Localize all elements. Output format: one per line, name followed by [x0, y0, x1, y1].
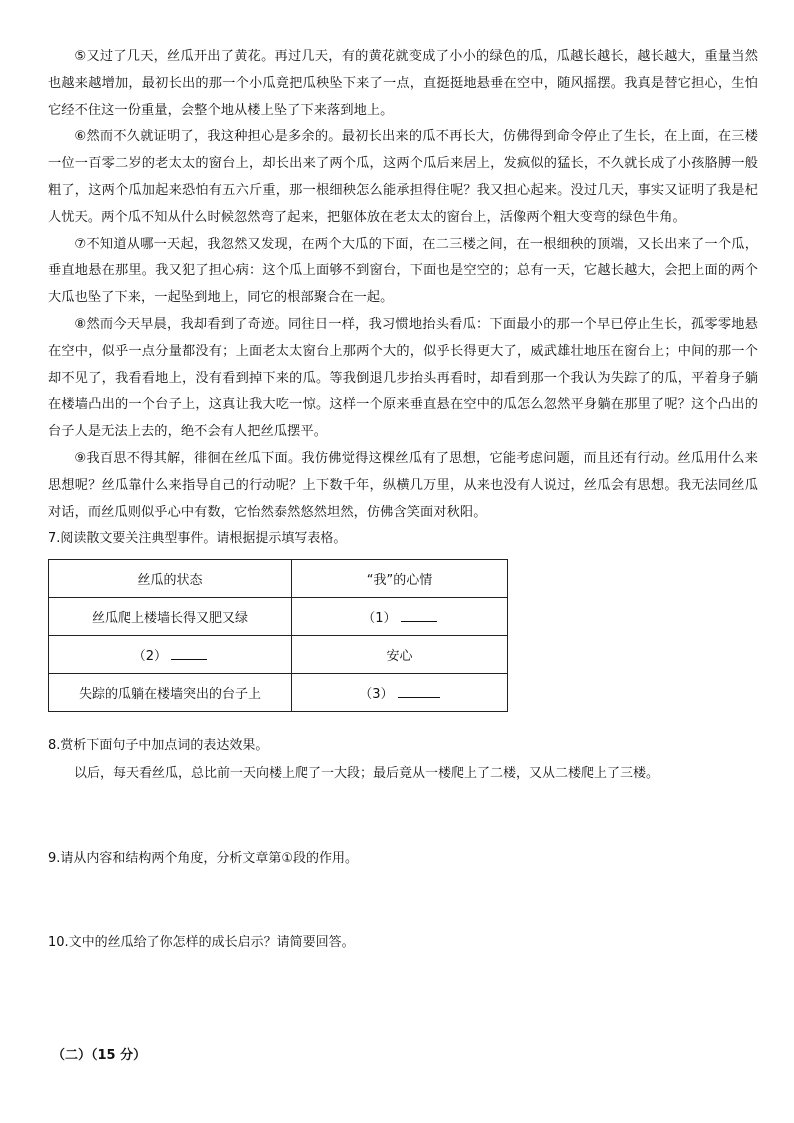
answer-blank[interactable] [171, 647, 207, 660]
question-7-prompt: 7.阅读散文要关注典型事件。请根据提示填写表格。 [48, 531, 347, 547]
table-row [49, 598, 508, 636]
table-cell-answer-1[interactable] [292, 598, 508, 636]
question-7 [48, 527, 758, 712]
passage-paragraph-5: ⑤又过了几天，丝瓜开出了黄花。再过几天，有的黄花就变成了小小的绿色的瓜，瓜越长越长，越长越大，重量当然也越来越增加，最初长出的那一个小瓜竟把瓜秧坠下来了一点，直挺挺地悬垂在空中，随风摇摆。我真是替它担心，生怕它经不住这一份重量，会整个地从楼上坠了下来落到地上。 [48, 49, 758, 118]
passage-paragraph-8: ⑧然而今天早晨，我却看到了奇迹。同往日一样，我习惯地抬头看瓜：下面最小的那一个早已停止生长，孤零零地悬在空中，似乎一点分量都没有；上面老太太窗台上那两个大的，似乎长得更大了，威武雄壮地压在窗台上；中间的那一个却不见了，我看看地上，没有看到掉下来的瓜。等我倒退几步抬头再看时，却看到那一个我认为失踪了的瓜，平着身子躺在楼墙凸出的一个台子上，这真让我大吃一惊。这样一个原来垂直悬在空中的瓜怎么忽然平身躺在那里了呢？这个凸出的台子人是无法上去的，绝不会有人把丝瓜摆平。 [48, 316, 758, 440]
passage-paragraph-6: ⑥然而不久就证明了，我这种担心是多余的。最初长出来的瓜不再长大，仿佛得到命令停止了生长，在上面，在三楼一位一百零二岁的老太太的窗台上，却长出来了两个瓜，这两个瓜后来居上，发疯似的猛长，不久就长成了小孩胳膊一般粗了，这两个瓜加起来恐怕有五六斤重，那一根细秧怎么能承担得住呢？我又担心起来。没过几天，事实又证明了我是杞人忧天。两个瓜不知从什么时候忽然弯了起来，把躯体放在老太太的窗台上，活像两个粗大变弯的绿色牛角。 [48, 129, 758, 225]
question-8 [48, 734, 758, 787]
table-cell-answer-3[interactable] [292, 674, 508, 712]
table-cell: 丝瓜爬上楼墙长得又肥又绿 [49, 598, 292, 636]
table-header-cell: 丝瓜的状态 [49, 560, 292, 598]
question-9-prompt: 9.请从内容和结构两个角度，分析文章第①段的作用。 [48, 851, 359, 867]
table-header-row [49, 560, 508, 598]
question-9 [48, 847, 758, 871]
passage-paragraph-9: ⑨我百思不得其解，徘徊在丝瓜下面。我仿佛觉得这棵丝瓜有了思想，它能考虑问题，而且还有行动。丝瓜用什么来思想呢？丝瓜靠什么来指导自己的行动呢？上下数千年，纵横几万里，从来也没有人说过，丝瓜会有思想。我无法同丝瓜对话，而丝瓜则似乎心中有数，它怡然泰然悠然坦然，仿佛含笑面对秋阳。 [48, 450, 758, 520]
section-heading: （二）（15 分） [52, 1048, 147, 1063]
table-row [49, 636, 508, 674]
question-8-prompt: 8.赏析下面句子中加点词的表达效果。 [48, 738, 269, 754]
answer-blank[interactable] [401, 609, 437, 622]
table-cell: 安心 [292, 636, 508, 674]
question-8-sentence: 以后，每天看丝瓜，总比前一天向楼上爬了一大段；最后竟从一楼爬上了二楼，又从二楼爬上了三楼。 [74, 766, 660, 782]
answer-label: （2） [132, 649, 168, 665]
table-header-cell: “我”的心情 [292, 560, 508, 598]
question-7-table [48, 559, 508, 712]
answer-label: （3） [359, 687, 394, 703]
table-cell: 失踪的瓜躺在楼墙突出的台子上 [49, 674, 292, 712]
table-row [49, 674, 508, 712]
answer-blank[interactable] [398, 685, 440, 698]
passage-paragraph-7: ⑦不知道从哪一天起，我忽然又发现，在两个大瓜的下面，在二三楼之间，在一根细秧的顶端，又长出来了一个瓜，垂直地悬在那里。我又犯了担心病：这个瓜上面够不到窗台，下面也是空空的；总有一天，它越长越大，会把上面的两个大瓜也坠了下来，一起坠到地上，同它的根部聚合在一起。 [48, 236, 758, 306]
question-10-prompt: 10.文中的丝瓜给了你怎样的成长启示？请简要回答。 [48, 935, 355, 951]
table-cell-answer-2[interactable] [49, 636, 292, 674]
answer-label: （1） [362, 611, 397, 627]
exam-page [48, 44, 758, 955]
question-10 [48, 931, 758, 955]
